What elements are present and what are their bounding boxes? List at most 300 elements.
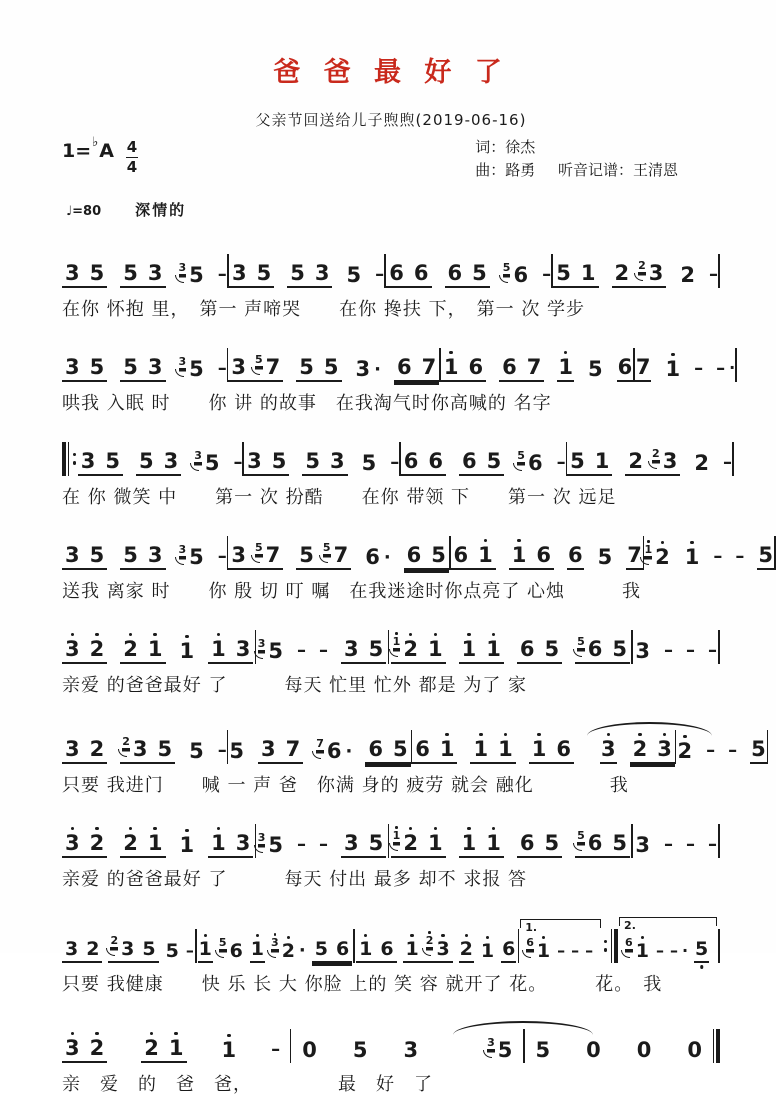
note-digit: 5 (123, 354, 138, 379)
note (235, 827, 252, 856)
note-digit: 3 (65, 354, 80, 379)
note-stack (580, 257, 597, 286)
measure (553, 257, 718, 288)
music-system (62, 512, 773, 603)
note (210, 827, 227, 856)
note-stack (402, 633, 419, 662)
barline-thin (353, 929, 355, 963)
note (89, 827, 106, 856)
note-stack (569, 445, 586, 474)
grace-tie (251, 555, 260, 563)
grace-tie (106, 948, 115, 956)
note-digit: 1 (405, 937, 419, 960)
grace-digit: 7 (316, 736, 324, 750)
note-digit: 1 (147, 636, 163, 661)
note-digit: 1 (427, 830, 443, 855)
augmentation-dot: · (345, 740, 353, 762)
note-digit: 2 (123, 636, 138, 661)
note-stack (298, 351, 315, 380)
note-digit: 1 (179, 638, 195, 663)
volta-label: 1. (525, 920, 538, 934)
barline-thin (290, 1029, 292, 1063)
note-digit: 5 (189, 356, 204, 381)
credits (475, 136, 720, 183)
note-stack (694, 934, 709, 963)
note-stack (750, 733, 767, 764)
key-prefix: 1= (62, 140, 92, 162)
note (258, 635, 284, 664)
note-stack (188, 541, 205, 570)
note-digit: 1 (221, 1037, 237, 1062)
grace-note (577, 830, 585, 843)
note-digit: 1 (480, 939, 495, 962)
note-stack (567, 539, 584, 570)
note-digit: 6 (617, 354, 633, 379)
note-digit: 5 (305, 448, 320, 473)
beam-group (120, 633, 165, 664)
barline (718, 254, 720, 288)
note-digit: 6 (229, 939, 243, 962)
note-stack (662, 445, 679, 474)
barline-thin (718, 929, 720, 963)
note (335, 934, 350, 961)
note (403, 1034, 420, 1063)
key-signature (62, 136, 138, 175)
note-digit: 5 (323, 354, 339, 379)
note-stack (229, 936, 244, 963)
note (461, 445, 478, 474)
note (501, 351, 518, 380)
notation-line (62, 800, 720, 858)
note (163, 445, 180, 474)
barline (735, 348, 737, 382)
note (427, 827, 444, 856)
note-digit: 3 (355, 356, 371, 381)
note (757, 539, 774, 570)
barline (388, 824, 390, 858)
note (301, 1034, 318, 1063)
dash (297, 639, 307, 664)
note (585, 1034, 602, 1063)
note-stack (89, 257, 106, 286)
note-digit: 3 (65, 542, 80, 567)
note-digit: 3 (65, 736, 80, 761)
grace-tie (175, 275, 184, 283)
note (405, 934, 420, 961)
dash-glyph: – (390, 451, 400, 473)
note (122, 633, 139, 662)
note-stack (260, 733, 277, 762)
note-stack (250, 934, 265, 963)
dash (390, 451, 400, 476)
grace-note (393, 826, 401, 843)
octave-dot-high (486, 936, 490, 940)
note-stack (314, 257, 331, 286)
lyrics-line: 哄我 入眠 时 你 讲 的故事 在我淘气时你高喊的 名字 (62, 392, 552, 414)
note (644, 541, 670, 570)
note-digit: 7 (333, 542, 349, 567)
note-stack (361, 447, 378, 476)
beam-group (136, 445, 181, 476)
note (345, 259, 362, 288)
dash (694, 357, 704, 382)
note-stack (210, 827, 227, 856)
barline-thin (732, 442, 734, 476)
note-digit: 5 (352, 1037, 368, 1062)
octave-dot-high (671, 353, 675, 357)
dash-glyph: – (185, 940, 194, 960)
note (635, 351, 652, 382)
beam-group (459, 827, 504, 858)
note-stack (333, 539, 350, 568)
note-digit: 3 (163, 448, 179, 473)
grace-note (194, 450, 202, 463)
meta-row (62, 136, 720, 183)
lyrics-line: 亲爱 的爸爸最好 了 每天 忙里 忙外 都是 为了 家 (62, 674, 528, 696)
note-digit: 3 (344, 636, 359, 661)
barline-thick (62, 442, 66, 476)
grace-note (258, 638, 266, 651)
octave-dot-high (95, 827, 99, 831)
octave-dot-high (465, 934, 469, 938)
note (64, 934, 79, 961)
dash-glyph: – (319, 639, 329, 661)
note-digit: 3 (329, 448, 345, 473)
note-digit: 6 (428, 448, 444, 473)
dash (716, 357, 736, 382)
note (497, 733, 514, 762)
beam-group (62, 633, 107, 664)
note (255, 351, 281, 380)
note (626, 539, 643, 570)
note-stack (147, 539, 164, 568)
note (64, 733, 81, 762)
note-stack (402, 827, 419, 856)
dash-glyph: – (663, 639, 673, 661)
note-digit: 6 (468, 354, 484, 379)
note-stack (89, 633, 106, 662)
note-stack (122, 351, 139, 380)
grace-note (487, 1037, 495, 1050)
note (694, 934, 709, 963)
note (577, 633, 603, 662)
note-stack (555, 733, 572, 762)
beam-group (567, 445, 612, 476)
note-digit: 6 (368, 736, 383, 761)
octave-dot-high (217, 633, 221, 637)
note (426, 934, 451, 961)
note-stack (648, 257, 665, 286)
barline (290, 1029, 292, 1063)
dash (685, 833, 695, 858)
note-stack (587, 353, 604, 382)
octave-dot-high (641, 936, 645, 940)
note-stack (89, 351, 106, 380)
measure (635, 351, 735, 382)
note-digit: 5 (368, 636, 384, 661)
octave-dot-high (445, 733, 449, 737)
dash (655, 940, 664, 963)
note-digit: 5 (268, 832, 284, 857)
note (122, 733, 148, 762)
note-stack (635, 351, 652, 382)
beam-group (630, 733, 675, 764)
beam-group (459, 445, 504, 476)
note-digit: 3 (147, 542, 163, 567)
barline (602, 929, 618, 963)
note-digit: 2 (89, 830, 105, 855)
note-digit: 3 (121, 937, 135, 960)
note (459, 934, 474, 963)
note-digit: 6 (365, 544, 380, 569)
note-digit: 2 (123, 830, 138, 855)
note (122, 257, 139, 286)
note-digit: 5 (758, 542, 773, 567)
note-stack (611, 827, 628, 856)
measure (535, 1034, 704, 1063)
note (122, 351, 139, 380)
volta-bracket (520, 918, 601, 963)
beam-group (287, 257, 332, 288)
measure (634, 635, 717, 664)
tempo-marking: ♩=80 (66, 203, 102, 219)
barline-thin (518, 929, 520, 963)
note-digit: 5 (346, 262, 362, 287)
note (503, 259, 529, 288)
barline-thin (388, 824, 390, 858)
note-digit: 2 (655, 544, 670, 569)
measure (356, 934, 516, 963)
grace-tie (422, 948, 431, 956)
note-digit: 1 (211, 830, 226, 855)
octave-dot-high (153, 633, 157, 637)
dash-glyph: – (556, 451, 566, 473)
note-digit: 6 (527, 450, 543, 475)
note-stack (497, 1034, 514, 1063)
note (343, 827, 360, 856)
grace-tie (389, 843, 398, 851)
note (487, 1034, 513, 1063)
dash-glyph: – (685, 639, 695, 661)
note (355, 353, 381, 382)
octave-dot-high (492, 633, 496, 637)
octave-dot-high (564, 351, 568, 355)
beam-group (229, 257, 274, 288)
barline (255, 824, 257, 858)
dash (663, 639, 673, 664)
note-stack (627, 445, 644, 474)
grace-note (255, 542, 263, 555)
note-stack (163, 445, 180, 474)
note (143, 1032, 160, 1061)
note-stack (757, 539, 774, 570)
note (89, 733, 106, 762)
note-stack (585, 1034, 602, 1063)
grace-digit: 2 (425, 933, 434, 947)
octave-dot-high (71, 1032, 75, 1036)
note-digit: 3 (65, 1035, 80, 1060)
score (62, 230, 773, 1096)
note (480, 936, 495, 963)
octave-dot-high (95, 1032, 99, 1036)
note (679, 259, 696, 288)
note (467, 351, 484, 380)
octave-dot-high (185, 635, 189, 639)
barline-thick (716, 1029, 720, 1063)
grace-note (271, 933, 279, 950)
grace-note (393, 632, 401, 649)
note-digit: 7 (635, 354, 651, 379)
note-digit: 6 (519, 636, 535, 661)
note (64, 633, 81, 662)
note-stack (323, 351, 340, 380)
beam-group (356, 934, 396, 963)
note-digit: 1 (443, 354, 459, 379)
note (403, 445, 420, 474)
note-stack (368, 827, 385, 856)
grace-digit: 3 (257, 636, 266, 650)
note-digit: 3 (65, 636, 80, 661)
note-stack (231, 257, 248, 286)
note (543, 633, 560, 662)
octave-dot-high (434, 827, 438, 831)
note-digit: 1 (486, 830, 501, 855)
note-digit: 5 (142, 937, 156, 960)
note (414, 733, 431, 762)
note-digit: 5 (256, 260, 272, 285)
note-stack (64, 633, 81, 662)
note-stack (246, 445, 263, 474)
octave-dot-high (484, 539, 488, 543)
note-stack (80, 445, 97, 474)
note-digit: 3 (314, 260, 330, 285)
beam-group (625, 445, 680, 476)
grace-tie (175, 369, 184, 377)
note-stack (636, 1034, 653, 1063)
note (461, 827, 478, 856)
note (314, 257, 331, 286)
grace-tie (499, 275, 508, 283)
note-stack (587, 827, 604, 856)
beam-group (62, 351, 107, 382)
note-stack (459, 934, 474, 963)
note (634, 829, 651, 858)
note-stack (557, 351, 574, 382)
note-digit: 6 (389, 260, 404, 285)
dash (217, 545, 227, 570)
dash-glyph: – (217, 263, 227, 285)
note-digit: 6 (513, 262, 529, 287)
dash-glyph: – (713, 545, 723, 567)
note-stack (501, 351, 518, 380)
dash-glyph: – (735, 545, 745, 567)
octave-dot-high (690, 541, 694, 545)
octave-dot-high (434, 633, 438, 637)
note (89, 633, 106, 662)
note (323, 539, 349, 568)
note-digit: 5 (123, 260, 138, 285)
beam-group (62, 827, 107, 858)
note (392, 733, 409, 762)
note-digit: 2 (144, 1035, 159, 1060)
flat-sign: ♭ (92, 135, 99, 150)
notation-line (62, 512, 773, 570)
slur (453, 1021, 593, 1035)
dash-glyph: – (297, 833, 307, 855)
note-stack (405, 934, 420, 961)
note-digit: 5 (570, 448, 585, 473)
note (555, 733, 572, 762)
dash (319, 639, 329, 664)
note (636, 1034, 653, 1063)
note (80, 445, 97, 474)
grace-note (219, 937, 227, 950)
grace-tie (621, 950, 630, 958)
grace-digit: 2 (638, 258, 646, 272)
note-digit: 5 (368, 830, 384, 855)
note-digit: 7 (285, 736, 301, 761)
note (271, 445, 288, 474)
note-digit: 6 (403, 448, 419, 473)
note-digit: 0 (687, 1037, 703, 1062)
beam-group (517, 827, 562, 858)
note-digit: 5 (612, 636, 627, 661)
beam-group (441, 351, 486, 382)
note (230, 351, 247, 380)
note (89, 1032, 106, 1061)
note (526, 936, 551, 963)
note-stack (472, 733, 489, 762)
barline (353, 929, 355, 963)
note (179, 829, 196, 858)
dash-glyph: – (233, 451, 243, 473)
note-digit: 3 (231, 354, 246, 379)
note-stack (89, 1032, 106, 1061)
barline (631, 630, 633, 664)
note (393, 827, 419, 856)
grace-note (122, 736, 130, 749)
note (555, 257, 572, 286)
note (358, 934, 373, 961)
note (122, 827, 139, 856)
barline-thin (68, 442, 70, 476)
note (477, 539, 494, 568)
octave-dot-high (542, 936, 546, 940)
dash-glyph: – (542, 263, 552, 285)
note-digit: 2 (628, 448, 644, 473)
note-stack (486, 445, 503, 474)
note (304, 445, 321, 474)
note-digit: 1 (594, 448, 610, 473)
repeat-dot (73, 461, 77, 465)
note-digit: 6 (568, 542, 583, 567)
beam-group (208, 827, 253, 858)
note (580, 257, 597, 286)
octave-dot-high (364, 934, 368, 938)
note (85, 934, 100, 961)
note-stack (271, 445, 288, 474)
grace-tie (118, 749, 127, 757)
note-digit: 1 (211, 636, 226, 661)
note-stack (188, 353, 205, 382)
note (693, 447, 710, 476)
note-stack (664, 353, 681, 382)
note-digit: 5 (612, 830, 627, 855)
note-stack (413, 257, 430, 286)
note-digit: 2 (89, 736, 105, 761)
dash-glyph: – (571, 940, 580, 960)
note-stack (265, 539, 282, 568)
